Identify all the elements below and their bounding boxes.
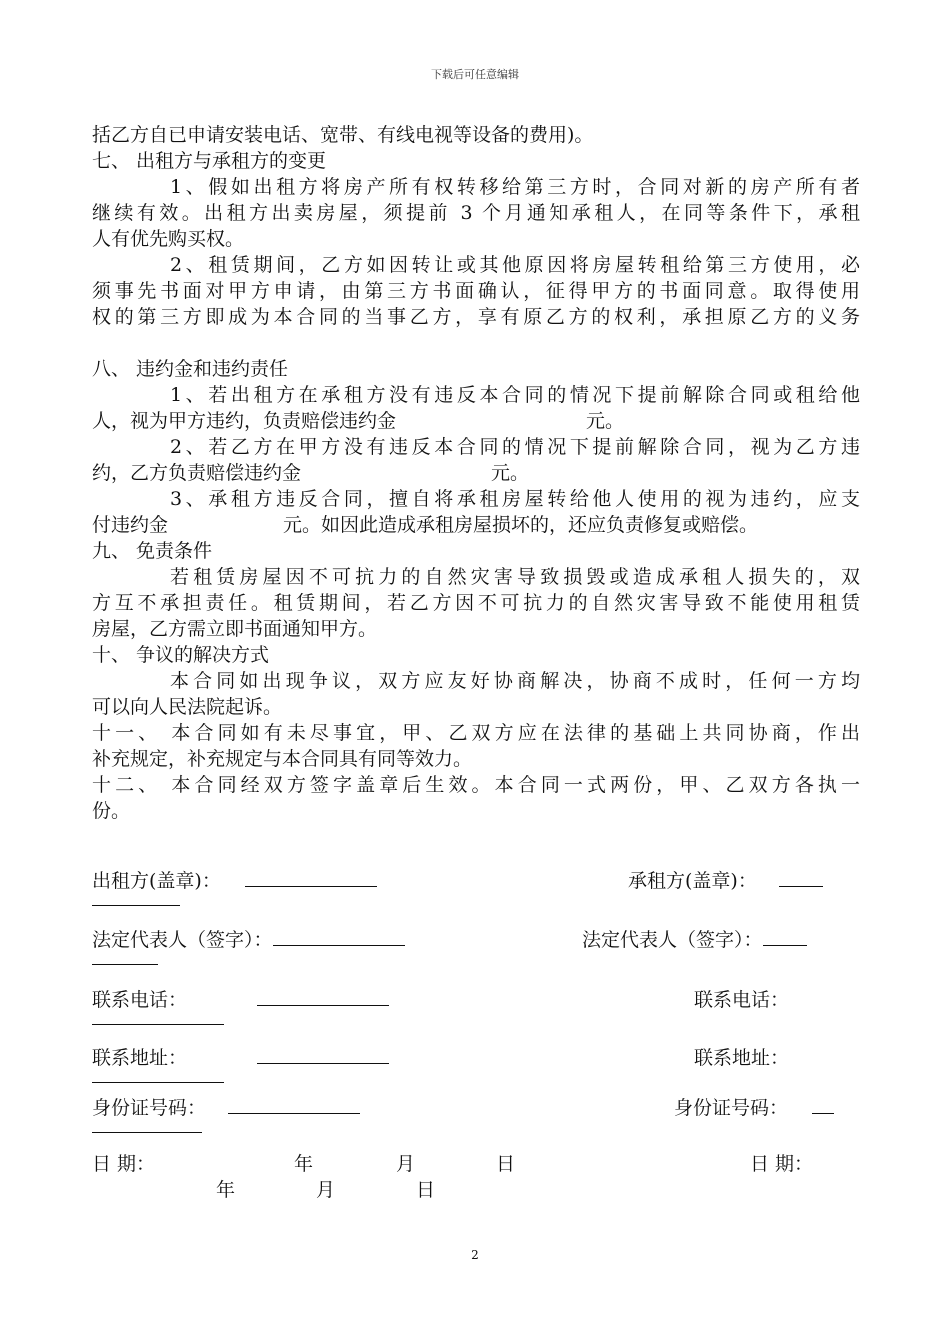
text-line: 可以向人民法院起诉。 (92, 696, 283, 718)
text-segment: 付违约金 (92, 514, 169, 536)
section-12: 十二、 本合同经双方签字盖章后生效。本合同一式两份，甲、乙双方各执一 (92, 774, 860, 796)
address-label: 联系地址： (92, 1047, 188, 1069)
text-line: 房屋，乙方需立即书面通知甲方。 (92, 618, 378, 640)
text-segment: 约，乙方负责赔偿违约金 (92, 462, 302, 484)
legal-rep-field-cont (92, 949, 158, 965)
text-line: 须事先书面对甲方申请，由第三方书面确认，征得甲方的书面同意。取得使用 (92, 280, 860, 302)
text-line (92, 408, 860, 434)
date-label-right: 日 期： (750, 1153, 814, 1175)
text-line: 方互不承担责任。租赁期间，若乙方因不可抗力的自然灾害导致不能使用租赁 (92, 592, 860, 614)
text-line: 补充规定，补充规定与本合同具有同等效力。 (92, 748, 473, 770)
date-year-right: 年 (216, 1179, 236, 1201)
phone-field-cont (92, 1009, 224, 1025)
address-label-right: 联系地址： (694, 1047, 790, 1069)
section-8-title: 八、 违约金和违约责任 (92, 358, 289, 380)
text-line: 若租赁房屋因不可抗力的自然灾害导致损毁或造成承租人损失的，双 (170, 566, 860, 588)
legal-rep-field[interactable] (273, 927, 405, 946)
lessee-seal-field-cont (92, 890, 180, 906)
text-line (92, 460, 860, 486)
address-field[interactable] (257, 1045, 389, 1064)
text-line: 2、租赁期间，乙方如因转让或其他原因将房屋转租给第三方使用，必 (170, 254, 860, 276)
legal-rep-label: 法定代表人（签字）： (92, 929, 273, 951)
id-label: 身份证号码： (92, 1097, 207, 1119)
page-header: 下载后可任意编辑 (431, 68, 519, 81)
phone-label: 联系电话： (92, 989, 188, 1011)
text-segment: 元。如因此造成承租房屋损坏的，还应负责修复或赔偿。 (283, 514, 759, 536)
lessee-seal-field[interactable] (779, 868, 823, 887)
lessor-seal-field[interactable] (245, 868, 377, 887)
text-segment: 元。 (491, 462, 530, 484)
date-label: 日 期： (92, 1153, 156, 1175)
legal-rep-field-right[interactable] (763, 927, 807, 946)
text-line (92, 512, 860, 538)
text-line: 1、假如出租方将房产所有权转移给第三方时，合同对新的房产所有者 (170, 176, 860, 198)
section-9-title: 九、 免责条件 (92, 540, 213, 562)
text-line: 本合同如出现争议，双方应友好协商解决，协商不成时，任何一方均 (170, 670, 860, 692)
text-line: 3、承租方违反合同，擅自将承租房屋转给他人使用的视为违约，应支 (170, 488, 860, 510)
address-field-cont (92, 1067, 224, 1083)
date-year: 年 (294, 1153, 314, 1175)
text-line: 括乙方自已申请安装电话、宽带、有线电视等设备的费用)。 (92, 124, 594, 146)
date-day: 日 (496, 1153, 516, 1175)
lessor-seal-label: 出租方(盖章)： (92, 870, 221, 892)
text-line: 1、若出租方在承租方没有违反本合同的情况下提前解除合同或租给他 (170, 384, 860, 406)
id-field-right[interactable] (812, 1095, 834, 1114)
text-line: 份。 (92, 800, 131, 822)
phone-field[interactable] (257, 987, 389, 1006)
text-line: 继续有效。出租方出卖房屋，须提前 3 个月通知承租人，在同等条件下，承租 (92, 202, 860, 224)
id-field-cont (92, 1117, 202, 1133)
text-line: 权的第三方即成为本合同的当事乙方，享有原乙方的权利，承担原乙方的义务 (92, 306, 860, 328)
date-month: 月 (396, 1153, 416, 1175)
page-number: 2 (471, 1248, 479, 1262)
lessee-seal-label: 承租方(盖章)： (628, 870, 757, 892)
text-segment: 人，视为甲方违约，负责赔偿违约金 (92, 410, 397, 432)
id-field[interactable] (228, 1095, 360, 1114)
section-11: 十一、 本合同如有未尽事宜，甲、乙双方应在法律的基础上共同协商，作出 (92, 722, 860, 744)
text-line: 2、若乙方在甲方没有违反本合同的情况下提前解除合同，视为乙方违 (170, 436, 860, 458)
text-segment: 元。 (586, 410, 625, 432)
legal-rep-label-right: 法定代表人（签字）： (582, 929, 763, 951)
section-10-title: 十、 争议的解决方式 (92, 644, 270, 666)
date-month-right: 月 (316, 1179, 336, 1201)
id-label-right: 身份证号码： (674, 1097, 789, 1119)
phone-label-right: 联系电话： (694, 989, 790, 1011)
contract-body (92, 122, 860, 824)
date-day-right: 日 (416, 1179, 436, 1201)
text-line: 人有优先购买权。 (92, 228, 245, 250)
section-7-title: 七、 出租方与承租方的变更 (92, 150, 327, 172)
